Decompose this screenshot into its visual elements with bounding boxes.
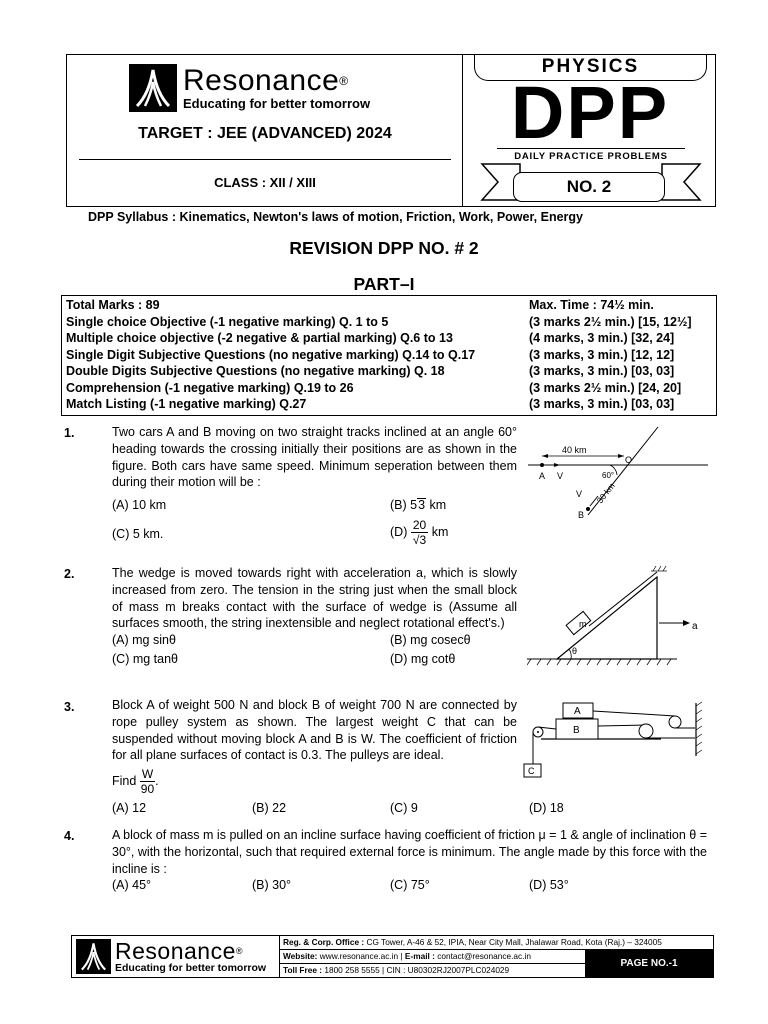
question-number: 2. [64, 567, 75, 581]
q1-option-c: (C) 5 km. [112, 527, 164, 541]
q1-point-b: B [578, 510, 585, 520]
q2-figure [527, 563, 707, 668]
question-2-text: The wedge is moved towards right with acceleration a, which is slowly increased from zero. The tension in the string just when the small block of mass m breaks contact with the surface of wedge is (Assume all surfaces smooth, the string inextensible and neglect rotational effect's.) [112, 566, 517, 631]
marks-table [61, 295, 717, 416]
question-number: 4. [64, 829, 75, 843]
option-suffix: km [431, 524, 449, 539]
toll-number: 1800 258 5555 | CIN : U80302RJ2007PLC024029 [322, 965, 510, 975]
office-address: CG Tower, A-46 & 52, IPIA, Near City Mall, Jhalawar Road, Kota (Raj.) – 324005 [364, 937, 662, 947]
marks-row-left: Single choice Objective (-1 negative marking) Q. 1 to 5 [66, 314, 389, 329]
marks-row-right: (3 marks, 3 min.) [12, 12] [529, 347, 675, 362]
footer [71, 935, 714, 978]
office-line [280, 936, 714, 950]
fraction-num: W [141, 767, 154, 781]
brand-tagline: Educating for better tomorrow [183, 95, 371, 111]
q1-option-d [390, 518, 448, 547]
fraction-num: 20 [412, 518, 427, 532]
question-1-text: Two cars A and B moving on two straight tracks inclined at an angle 60° heading towards the crossing initially their positions are as shown in the figure. Both cars have same speed. Minimum seperation between them during their motion will be : [112, 425, 517, 490]
find-label: Find [112, 773, 137, 788]
target-exam: TARGET : JEE (ADVANCED) 2024 [138, 125, 392, 142]
root-value: 3 [418, 498, 426, 512]
q4-option-d: (D) 53° [529, 878, 569, 892]
toll-line [280, 964, 586, 978]
find-end: . [155, 773, 159, 788]
q3-figure [521, 698, 711, 780]
page-title: REVISION DPP NO. # 2 [289, 238, 479, 258]
marks-row-left: Double Digits Subjective Questions (no negative marking) Q. 18 [66, 364, 445, 378]
q1-velocity-b: V [576, 489, 583, 499]
q3-find [112, 767, 159, 796]
brand-name: Resonance [115, 937, 236, 964]
q1-point-o: O [625, 455, 633, 465]
q1-angle-label: 60° [602, 471, 615, 480]
q3-option-d: (D) 18 [529, 801, 564, 815]
marks-row-left: Comprehension (-1 negative marking) Q.19 to 26 [66, 380, 354, 395]
q2-angle-label: θ [572, 646, 578, 656]
page-number: PAGE NO.-1 [585, 950, 713, 978]
option-prefix: (B) 5 [390, 498, 418, 512]
marks-row-right: (4 marks, 3 min.) [32, 24] [529, 331, 675, 345]
q3-block-c: C [528, 766, 535, 776]
q4-option-b: (B) 30° [252, 878, 292, 892]
question-number: 1. [64, 426, 75, 440]
marks-row-left: Single Digit Subjective Questions (no negative marking) Q.14 to Q.17 [66, 347, 476, 362]
q1-distance-label: 40 km [562, 445, 587, 455]
toll-label: Toll Free : [283, 965, 323, 975]
fraction-den: 90 [140, 782, 155, 796]
q1-distance2-label: 30 km [594, 480, 617, 506]
q3-block-a: A [574, 706, 581, 717]
option-prefix: (D) [390, 524, 408, 539]
q2-accel-label: a [692, 621, 698, 632]
marks-row-right: (3 marks 2½ min.) [24, 20] [529, 380, 682, 395]
question-number: 3. [64, 700, 75, 714]
header-box [66, 54, 716, 207]
q4-option-c: (C) 75° [390, 878, 430, 892]
web-label: Website: [283, 951, 318, 961]
divider [79, 159, 451, 160]
dpp-title: DPP [510, 71, 670, 154]
web-line [280, 950, 586, 964]
q3-option-c: (C) 9 [390, 801, 418, 815]
marks-row-left: Multiple choice objective (-2 negative & partial marking) Q.6 to 13 [66, 331, 453, 345]
q3-option-b: (B) 22 [252, 801, 287, 815]
footer-logo [76, 939, 266, 974]
registered-mark: ® [339, 73, 349, 88]
header-left [67, 55, 463, 206]
question-4-text: A block of mass m is pulled on an incline surface having coefficient of friction μ = 1 & angle of inclination θ = 30°, with the horizontal, such that required external force is minimum. The angle made by this force with the incline is : [112, 828, 707, 876]
marks-row-left: Match Listing (-1 negative marking) Q.27 [66, 397, 307, 411]
fraction [140, 767, 155, 796]
part-heading: PART–I [353, 274, 415, 294]
q2-option-a: (A) mg sinθ [112, 633, 176, 647]
registered-mark: ® [235, 945, 243, 956]
q1-option-b [390, 498, 446, 512]
office-label: Reg. & Corp. Office : [283, 937, 365, 947]
dpp-subtitle: DAILY PRACTICE PROBLEMS [497, 148, 685, 162]
brand-tagline: Educating for better tomorrow [115, 961, 267, 974]
q2-option-d: (D) mg cotθ [390, 652, 456, 666]
email-link[interactable]: contact@resonance.ac.in [434, 951, 531, 961]
fraction [411, 518, 428, 547]
q1-velocity-a: V [557, 471, 564, 481]
resonance-logo [129, 64, 370, 112]
marks-row-right: Max. Time : 74½ min. [529, 298, 654, 312]
header-right [464, 55, 716, 206]
syllabus: DPP Syllabus : Kinematics, Newton's laws of motion, Friction, Work, Power, Energy [88, 210, 583, 224]
q3-block-b: B [573, 725, 580, 736]
fraction-den: √3 [412, 533, 427, 547]
class-label: CLASS : XII / XIII [214, 175, 316, 190]
marks-row-left: Total Marks : 89 [66, 298, 160, 312]
option-suffix: km [426, 498, 447, 512]
q3-option-a: (A) 12 [112, 801, 147, 815]
q1-option-a: (A) 10 km [112, 498, 167, 512]
resonance-emblem-icon [129, 64, 177, 112]
footer-info [279, 936, 713, 977]
marks-row-right: (3 marks, 3 min.) [03, 03] [529, 397, 675, 411]
email-label: E-mail : [404, 951, 435, 961]
marks-row-right: (3 marks, 3 min.) [03, 03] [529, 364, 675, 378]
q2-option-b: (B) mg cosecθ [390, 633, 471, 647]
website-link[interactable]: www.resonance.ac.in | [317, 951, 405, 961]
q1-point-a: A [539, 471, 546, 481]
brand-name: Resonance [183, 63, 340, 97]
marks-row-right: (3 marks 2½ min.) [15, 12½] [529, 314, 692, 329]
resonance-emblem-icon [76, 939, 111, 974]
question-3-text: Block A of weight 500 N and block B of weight 700 N are connected by rope pulley system as shown. The largest weight C that can be suspended without moving block A and B is W. The coefficient of friction for all plane surfaces of contact is 0.3. The pulleys are ideal. [112, 698, 517, 763]
dpp-number: NO. 2 [513, 172, 665, 202]
q2-option-c: (C) mg tanθ [112, 652, 178, 666]
q1-figure [528, 425, 708, 520]
subject-label: PHYSICS [474, 54, 707, 81]
q2-mass-label: m [579, 619, 587, 629]
q4-option-a: (A) 45° [112, 878, 152, 892]
